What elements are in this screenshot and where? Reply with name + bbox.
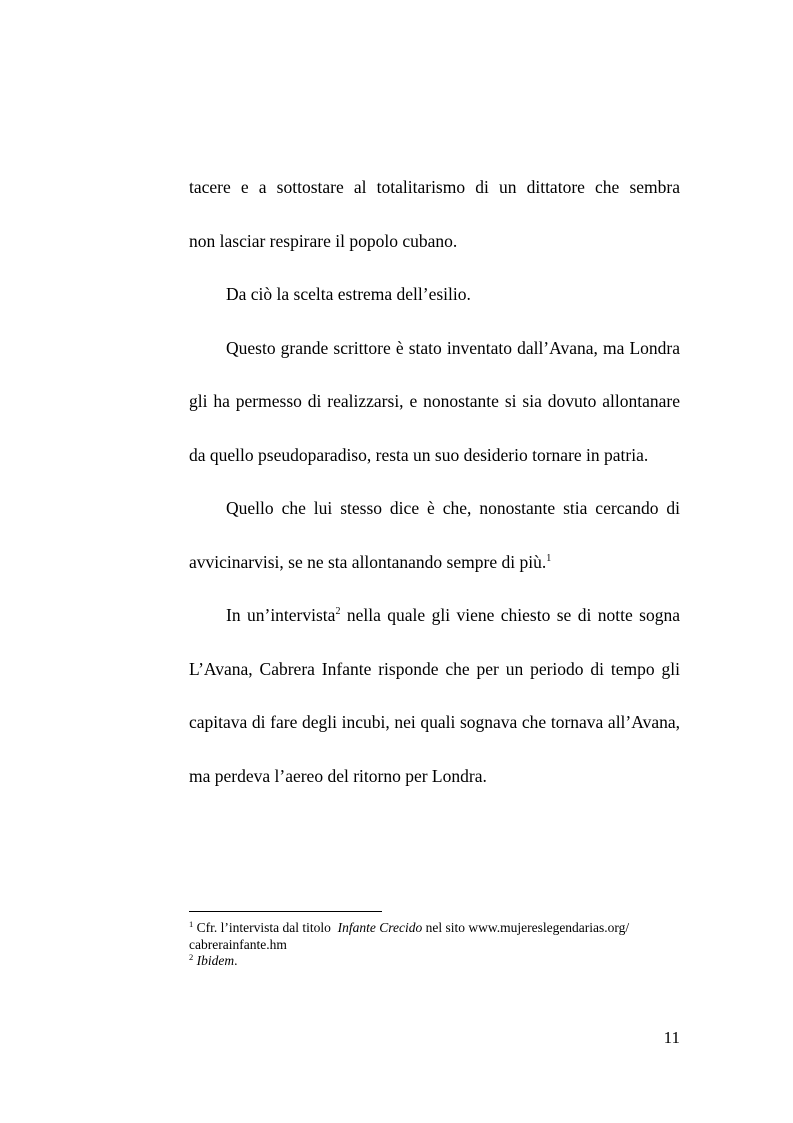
footnote-1-prefix: Cfr. l’intervista dal titolo: [196, 920, 338, 935]
paragraph-1: [189, 161, 680, 268]
paragraph-4-text: Quello che lui stesso dice è che, nonostante stia cercando di avvicinarvisi, se ne sta allontanando sempre di più.: [189, 498, 680, 572]
footnote-2: [189, 953, 680, 970]
footnote-2-suffix: .: [234, 953, 238, 968]
page-number: 11: [663, 1028, 680, 1047]
paragraph-2: Da ciò la scelta estrema dell’esilio.: [226, 284, 471, 304]
footnote-1-title: Infante Crecido: [337, 920, 423, 935]
footnote-ref-2: 2: [335, 606, 341, 617]
paragraph-4: [189, 482, 680, 589]
footnote-2-marker: 2: [189, 952, 194, 962]
footnotes: [189, 920, 680, 970]
footnote-ref-1: 1: [546, 552, 552, 564]
footnote-separator: [189, 911, 382, 912]
main-text: [189, 161, 680, 803]
paragraph-1-line-1: tacere e a sottostare al totalitarismo di un dittatore che sembra: [189, 177, 680, 197]
footnote-1-suffix: nel sito www.mujereslegendarias.org/ cabrerainfante.hm: [189, 920, 630, 952]
paragraph-5-text-after: nella quale gli viene chiesto se di notte sogna L’Avana, Cabrera Infante risponde che per un periodo di tempo gli capitava di fare degli incubi, nei quali sognava che tornava all’Avana, ma perdeva l’aereo del ritorno per Londra.: [189, 605, 680, 786]
footnote-1: [189, 920, 680, 953]
paragraph-3: Questo grande scrittore è stato inventato dall’Avana, ma Londra gli ha permesso di realizzarsi, e nonostante si sia dovuto allontanare da quello pseudoparadiso, resta un suo desiderio tornare in patria.: [189, 337, 680, 465]
paragraph-5-text-before: In un’intervista: [226, 605, 336, 625]
footnote-1-marker: 1: [189, 919, 194, 929]
paragraph-1-line-2: non lasciar respirare il popolo cubano.: [189, 230, 458, 251]
paragraph-5: [189, 589, 680, 803]
footnote-2-text: Ibidem: [196, 953, 235, 968]
